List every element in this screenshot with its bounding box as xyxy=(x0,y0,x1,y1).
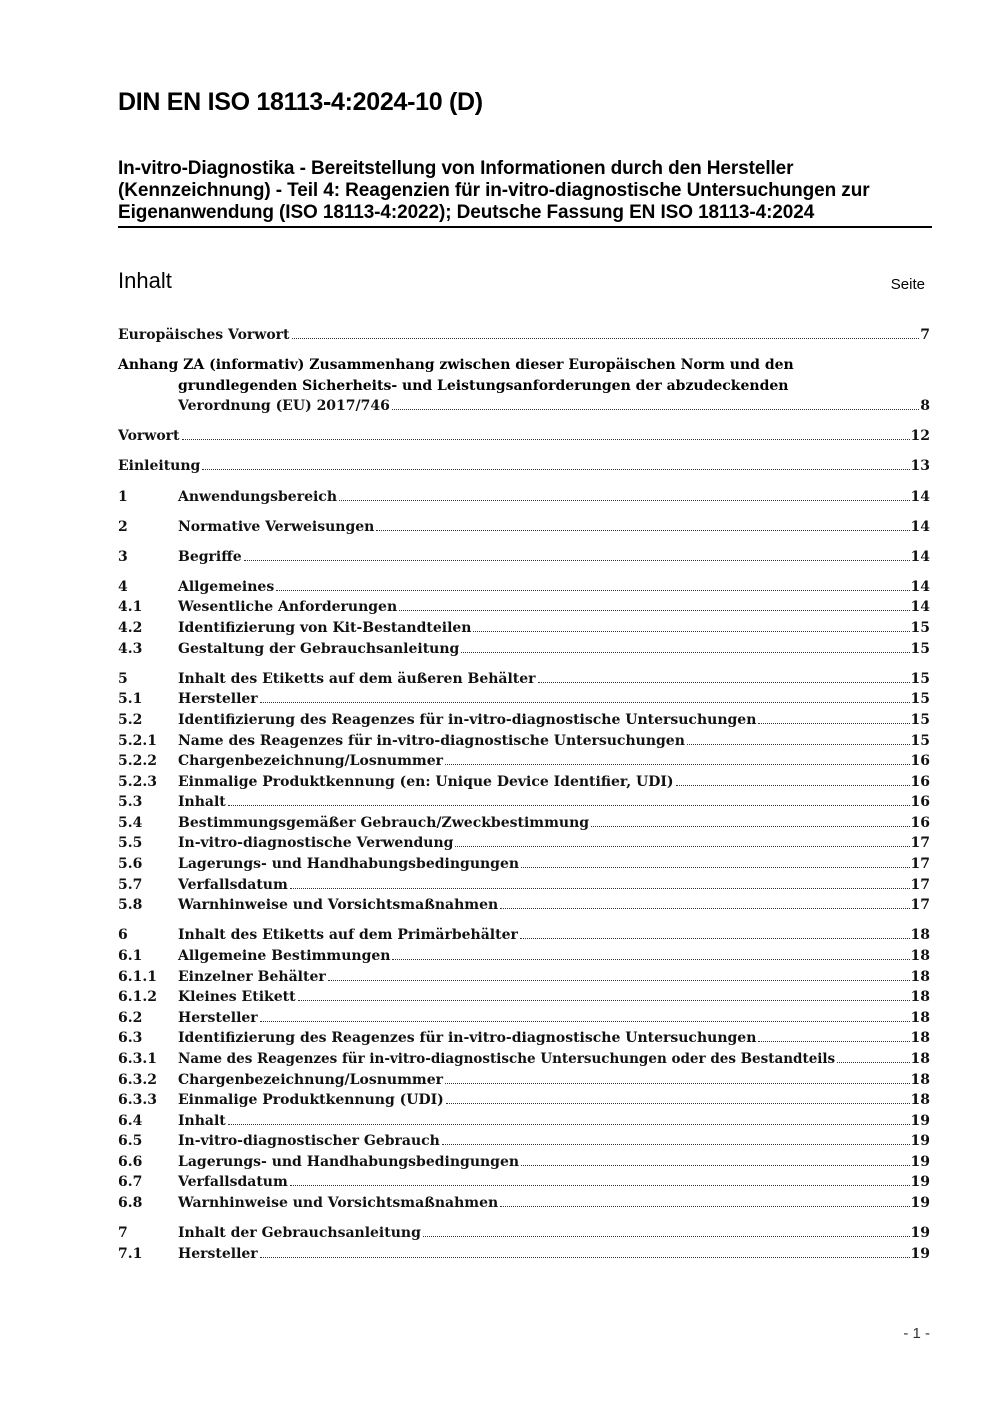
toc-entry-title: In-vitro-diagnostische Verwendung xyxy=(178,835,454,852)
toc-leader-dots xyxy=(676,785,910,786)
toc-entry[interactable] xyxy=(118,1049,930,1070)
toc-leader-dots xyxy=(687,744,910,745)
toc-entry-title: Warnhinweise und Vorsichtsmaßnahmen xyxy=(178,1195,499,1212)
toc-entry[interactable] xyxy=(118,426,930,447)
toc-entry[interactable] xyxy=(118,1172,930,1193)
toc-entry-page: 17 xyxy=(910,876,930,893)
toc-leader-dots xyxy=(500,1206,909,1207)
toc-entry-page: 18 xyxy=(910,947,930,964)
toc-entry[interactable] xyxy=(118,1223,930,1244)
toc-group-vorwort xyxy=(118,426,930,447)
toc-entry[interactable] xyxy=(118,987,930,1008)
toc-entry-page: 18 xyxy=(910,968,930,985)
toc-entry-title: Anwendungsbereich xyxy=(178,488,337,505)
toc-entry-page: 18 xyxy=(910,1050,930,1067)
toc-entry[interactable] xyxy=(118,1131,930,1152)
toc-leader-dots xyxy=(260,702,910,703)
toc-entry-title: Einleitung xyxy=(118,458,201,475)
page-number: - 1 - xyxy=(903,1325,930,1342)
toc-entry-title: Europäisches Vorwort xyxy=(118,327,290,343)
toc-entry-number: 6.3.3 xyxy=(118,1092,157,1109)
toc-entry-page: 17 xyxy=(910,835,930,852)
toc-entry[interactable] xyxy=(118,1193,930,1214)
toc-leader-dots xyxy=(442,1144,910,1145)
toc-entry-title: Hersteller xyxy=(178,691,258,708)
toc-entry-title: Einmalige Produktkennung (UDI) xyxy=(178,1092,444,1109)
toc-entry-title: Verfallsdatum xyxy=(178,876,288,893)
toc-entry-page: 19 xyxy=(910,1174,930,1191)
toc-group-section-2 xyxy=(118,517,930,538)
toc-entry-title: Einzelner Behälter xyxy=(178,968,326,985)
toc-leader-dots xyxy=(392,409,919,410)
toc-entry-number: 6.6 xyxy=(118,1153,143,1170)
toc-leader-dots xyxy=(392,959,909,960)
toc-entry-page: 16 xyxy=(910,814,930,831)
toc-entry[interactable] xyxy=(118,517,930,538)
toc-leader-dots xyxy=(445,764,910,765)
toc-leader-dots xyxy=(423,1236,910,1237)
toc-leader-dots xyxy=(473,631,909,632)
toc-group-section-4 xyxy=(118,577,930,659)
toc-entry-title: Chargenbezeichnung/Losnummer xyxy=(178,1071,443,1088)
toc-leader-dots xyxy=(298,1000,910,1001)
toc-entry[interactable] xyxy=(118,1008,930,1029)
toc-leader-dots xyxy=(461,652,909,653)
toc-entry[interactable] xyxy=(118,1090,930,1111)
toc-entry[interactable] xyxy=(118,1152,930,1173)
toc-entry-number: 5.4 xyxy=(118,814,143,831)
toc-entry-page: 15 xyxy=(910,670,930,687)
toc-entry-number: 6.3.2 xyxy=(118,1071,157,1088)
toc-entry[interactable] xyxy=(118,813,930,834)
toc-entry-title: Allgemeine Bestimmungen xyxy=(178,947,391,964)
toc-entry-title: Hersteller xyxy=(178,1245,258,1262)
toc-entry-title: Lagerungs- und Handhabungsbedingungen xyxy=(178,1153,520,1170)
toc-leader-dots xyxy=(244,560,910,561)
toc-entry-page: 15 xyxy=(910,640,930,657)
toc-entry-number: 6.2 xyxy=(118,1009,143,1026)
toc-entry[interactable] xyxy=(118,710,930,731)
toc-entry[interactable] xyxy=(118,751,930,772)
toc-leader-dots xyxy=(339,500,910,501)
toc-entry-title: Kleines Etikett xyxy=(178,989,296,1006)
toc-entry-page: 16 xyxy=(910,753,930,770)
toc-entry-number: 6.1.1 xyxy=(118,968,157,985)
toc-entry-page: 18 xyxy=(910,927,930,944)
toc-entry-page: 14 xyxy=(910,488,930,505)
toc-entry[interactable] xyxy=(118,967,930,988)
toc-entry[interactable] xyxy=(118,833,930,854)
toc-entry-page: 19 xyxy=(910,1245,930,1262)
toc-entry-title: Inhalt xyxy=(178,1112,226,1129)
toc-entry[interactable] xyxy=(118,1244,930,1265)
toc-entry[interactable] xyxy=(118,946,930,967)
toc-group-section-7 xyxy=(118,1223,930,1264)
toc-entry-number: 5.5 xyxy=(118,835,143,852)
toc-leader-dots xyxy=(328,980,910,981)
toc-entry-title: Identifizierung des Reagenzes für in-vitro-diagnostische Untersuchungen xyxy=(178,711,757,728)
toc-entry-title-line2: grundlegenden Sicherheits- und Leistungsanforderungen der abzudeckenden xyxy=(178,377,789,394)
toc-entry-title: Identifizierung von Kit-Bestandteilen xyxy=(178,620,472,637)
toc-entry-number: 5.6 xyxy=(118,856,143,873)
toc-heading: Inhalt xyxy=(118,268,172,293)
toc-entry[interactable] xyxy=(118,854,930,875)
toc-leader-dots xyxy=(292,338,920,339)
toc-entry-number: 5.1 xyxy=(118,691,143,708)
toc-group-section-1 xyxy=(118,487,930,508)
toc-entry-title: Vorwort xyxy=(118,428,180,445)
toc-entry-page: 18 xyxy=(910,989,930,1006)
toc-entry-page: 19 xyxy=(910,1133,930,1150)
toc-entry-title: Name des Reagenzes für in-vitro-diagnostische Untersuchungen oder des Bestandteils xyxy=(178,1050,836,1067)
toc-entry[interactable] xyxy=(118,772,930,793)
toc-leader-dots xyxy=(758,723,909,724)
document-code: DIN EN ISO 18113-4:2024-10 (D) xyxy=(118,88,483,116)
toc-group-section-6 xyxy=(118,925,930,1213)
toc-entry-page: 19 xyxy=(910,1153,930,1170)
toc-entry-title: Einmalige Produktkennung (en: Unique Device Identifier, UDI) xyxy=(178,773,674,790)
toc-group-anhang[interactable] xyxy=(118,355,930,417)
toc-leader-dots xyxy=(228,1124,910,1125)
toc-entry-title: In-vitro-diagnostischer Gebrauch xyxy=(178,1133,440,1150)
toc-entry-title: Inhalt des Etiketts auf dem äußeren Behälter xyxy=(178,670,536,687)
toc-entry-page: 7 xyxy=(920,327,930,343)
toc-entry-title: Identifizierung des Reagenzes für in-vitro-diagnostische Untersuchungen xyxy=(178,1030,757,1047)
toc-entry[interactable] xyxy=(118,577,930,598)
toc-entry-number: 5.2.3 xyxy=(118,773,157,790)
toc-entry-page: 19 xyxy=(910,1225,930,1242)
toc-entry-title: Bestimmungsgemäßer Gebrauch/Zweckbestimmung xyxy=(178,814,590,831)
toc-entry-number: 6.4 xyxy=(118,1112,143,1129)
toc-entry-number: 6.8 xyxy=(118,1195,143,1212)
toc-entry-number: 5.3 xyxy=(118,794,143,811)
toc-entry[interactable] xyxy=(118,875,930,896)
toc-entry[interactable] xyxy=(118,456,930,477)
toc-leader-dots xyxy=(445,1083,910,1084)
toc-leader-dots xyxy=(758,1041,909,1042)
toc-entry[interactable] xyxy=(118,792,930,813)
toc-leader-dots xyxy=(290,888,910,889)
toc-entry-page: 12 xyxy=(910,428,930,445)
toc-leader-dots xyxy=(521,867,909,868)
toc-entry-number: 7 xyxy=(118,1225,128,1242)
toc-entry-title: Inhalt xyxy=(178,794,226,811)
toc-entry-number: 6.7 xyxy=(118,1174,143,1191)
toc-leader-dots xyxy=(290,1185,910,1186)
toc-entry[interactable] xyxy=(118,925,930,946)
toc-entry[interactable] xyxy=(118,487,930,508)
toc-entry-page: 19 xyxy=(910,1195,930,1212)
toc-entry-number: 6.1 xyxy=(118,947,143,964)
toc-entry-page: 15 xyxy=(910,711,930,728)
toc-entry[interactable] xyxy=(118,1028,930,1049)
toc-entry-title: Lagerungs- und Handhabungsbedingungen xyxy=(178,856,520,873)
toc-entry-number: 5.2.2 xyxy=(118,753,157,770)
toc-leader-dots xyxy=(446,1103,910,1104)
toc-entry-page: 16 xyxy=(910,773,930,790)
toc-leader-dots xyxy=(500,908,909,909)
toc-entry-title: Hersteller xyxy=(178,1009,258,1026)
toc-entry-number: 7.1 xyxy=(118,1245,143,1262)
toc-entry-page: 14 xyxy=(910,599,930,616)
toc-entry-page: 18 xyxy=(910,1071,930,1088)
toc-entry-page: 17 xyxy=(910,897,930,914)
toc-entry[interactable] xyxy=(118,731,930,752)
toc-entry-title: Allgemeines xyxy=(178,578,275,595)
toc-entry[interactable] xyxy=(118,689,930,710)
toc-leader-dots xyxy=(202,469,909,470)
toc-entry-title-line1: Anhang ZA (informativ) Zusammenhang zwischen dieser Europäischen Norm und den xyxy=(118,357,794,374)
toc-entry-page: 17 xyxy=(910,856,930,873)
toc-entry-number: 6.1.2 xyxy=(118,989,157,1006)
toc-entry-page: 19 xyxy=(910,1112,930,1129)
toc-group-einleitung xyxy=(118,456,930,477)
toc-entry-number: 6.3.1 xyxy=(118,1050,157,1067)
toc-entry-number: 5.8 xyxy=(118,897,143,914)
toc-entry-page: 18 xyxy=(910,1009,930,1026)
toc-leader-dots xyxy=(276,590,909,591)
toc-entry-page: 15 xyxy=(910,732,930,749)
toc-leader-dots xyxy=(399,610,909,611)
toc-entry-number: 5.7 xyxy=(118,876,143,893)
table-of-contents xyxy=(118,325,930,1274)
toc-leader-dots xyxy=(260,1257,910,1258)
toc-leader-dots xyxy=(538,682,910,683)
toc-entry-number: 5 xyxy=(118,670,128,687)
toc-entry-title: Inhalt der Gebrauchsanleitung xyxy=(178,1225,421,1242)
toc-entry[interactable] xyxy=(118,1070,930,1091)
toc-leader-dots xyxy=(521,1165,909,1166)
toc-group-section-5 xyxy=(118,669,930,916)
toc-entry-page: 15 xyxy=(910,691,930,708)
toc-entry-page: 8 xyxy=(920,398,930,415)
toc-entry-title: Inhalt des Etiketts auf dem Primärbehälter xyxy=(178,927,518,944)
toc-leader-dots xyxy=(520,938,910,939)
toc-entry-number: 6.3 xyxy=(118,1030,143,1047)
toc-entry-number: 1 xyxy=(118,488,128,505)
toc-entry-number: 6 xyxy=(118,927,128,944)
toc-leader-dots xyxy=(228,805,910,806)
toc-entry-page: 14 xyxy=(910,548,930,565)
toc-entry-number: 2 xyxy=(118,518,128,535)
toc-entry-page: 13 xyxy=(910,458,930,475)
toc-leader-dots xyxy=(455,846,909,847)
toc-leader-dots xyxy=(182,439,910,440)
toc-entry xyxy=(118,396,930,417)
toc-entry-title: Verfallsdatum xyxy=(178,1174,288,1191)
toc-entry-number: 4.2 xyxy=(118,620,143,637)
toc-entry-number: 4 xyxy=(118,578,128,595)
document-title: In-vitro-Diagnostika - Bereitstellung von Informationen durch den Hersteller (Kennzeichnung) - Teil 4: Reagenzien für in-vitro-diagnostische Untersuchungen zur Eigenanwendung (ISO 18113-4:2022); Deutsche Fassung EN ISO 18113-4:2024 xyxy=(118,158,932,228)
toc-leader-dots xyxy=(837,1062,909,1063)
toc-entry-title: Gestaltung der Gebrauchsanleitung xyxy=(178,640,460,657)
toc-entry-title: Wesentliche Anforderungen xyxy=(178,599,398,616)
toc-entry-page: 16 xyxy=(910,794,930,811)
toc-entry-title: Name des Reagenzes für in-vitro-diagnostische Untersuchungen xyxy=(178,732,685,749)
toc-entry[interactable] xyxy=(118,597,930,618)
toc-group-section-3 xyxy=(118,547,930,568)
toc-page-label: Seite xyxy=(890,276,925,293)
toc-leader-dots xyxy=(376,530,909,531)
toc-entry-page: 15 xyxy=(910,620,930,637)
toc-entry-number: 4.1 xyxy=(118,599,143,616)
toc-entry-title-line3: Verordnung (EU) 2017/746 xyxy=(178,398,390,415)
toc-entry[interactable] xyxy=(118,1111,930,1132)
toc-entry-page: 14 xyxy=(910,518,930,535)
toc-entry-page: 14 xyxy=(910,578,930,595)
toc-leader-dots xyxy=(260,1021,910,1022)
toc-entry-number: 5.2 xyxy=(118,711,143,728)
toc-entry[interactable] xyxy=(118,895,930,916)
toc-leader-dots xyxy=(591,826,909,827)
toc-entry-title: Begriffe xyxy=(178,548,242,565)
toc-entry[interactable] xyxy=(118,325,930,346)
toc-entry-number: 6.5 xyxy=(118,1133,143,1150)
toc-entry[interactable] xyxy=(118,669,930,690)
toc-entry-title: Normative Verweisungen xyxy=(178,518,375,535)
toc-entry-title: Warnhinweise und Vorsichtsmaßnahmen xyxy=(178,897,499,914)
toc-entry-number: 5.2.1 xyxy=(118,732,157,749)
toc-group-europ-vorwort xyxy=(118,325,930,346)
toc-entry-number: 3 xyxy=(118,548,128,565)
toc-entry[interactable] xyxy=(118,639,930,660)
toc-entry-number: 4.3 xyxy=(118,640,143,657)
toc-entry[interactable] xyxy=(118,547,930,568)
toc-entry[interactable] xyxy=(118,618,930,639)
toc-entry-page: 18 xyxy=(910,1092,930,1109)
toc-entry-page: 18 xyxy=(910,1030,930,1047)
toc-entry-title: Chargenbezeichnung/Losnummer xyxy=(178,753,443,770)
